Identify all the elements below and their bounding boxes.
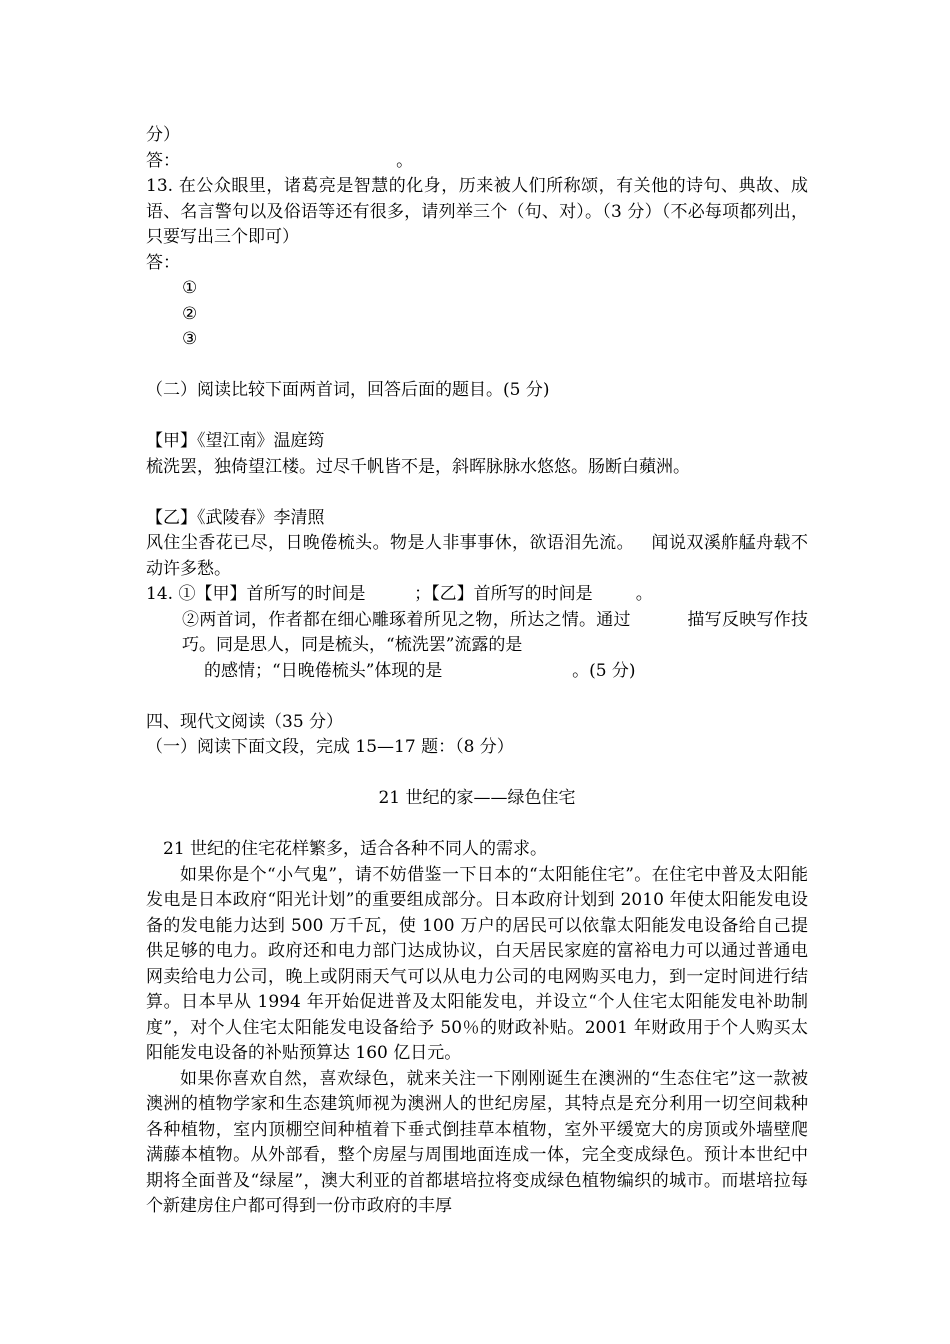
q13-answer-label: 答： bbox=[146, 252, 180, 273]
q13-stem: 13. 在公众眼里，诸葛亮是智慧的化身，历来被人们所称颂，有关他的诗句、典故、成语、名言警句以及俗语等还有很多，请列举三个（句、对）。（3 分）（不必每项都列出，只要写出三个即可） bbox=[146, 176, 808, 247]
q14-line3: 的感情；“日晚倦梳头”体现的是 。(5 分) bbox=[204, 660, 636, 681]
q14-line2: ②两首词，作者都在细心雕琢着所见之物，所达之情。通过 描写反映写作技巧。同是思人，同是梳头，“梳洗罢”流露的是 bbox=[182, 609, 808, 655]
spacer bbox=[146, 761, 808, 787]
spacer bbox=[146, 812, 808, 838]
article-title: 21 世纪的家——绿色住宅 bbox=[378, 788, 576, 808]
article-paragraph-2: 如果你是个“小气鬼”，请不妨借鉴一下日本的“太阳能住宅”。在住宅中普及太阳能发电是日本政府“阳光计划”的重要组成部分。日本政府计划到 2010 年使太阳能发电设备的发电能力达到 500 万千瓦，使 100 万户的居民可以依靠太阳能发电设备给自己提供足够的电力。政府还和电力部门达成协议，白天居民家庭的富裕电力可以通过普通电网卖给电力公司，晚上或阴雨天气可以从电力公司的电网购买电力，到一定时间进行结算。日本早从 1994 年开始促进普及太阳能发电，并设立“个人住宅太阳能发电补助制度”，对个人住宅太阳能发电设备给予 50％的财政补贴。2001 年财政用于个人购买太阳能发电设备的补贴预算达 160 亿日元。 bbox=[146, 864, 808, 1063]
poem-jia-title: 【甲】《望江南》温庭筠 bbox=[146, 431, 325, 451]
q12-answer: 答： 。 bbox=[146, 150, 414, 171]
q13-option-3: ③ bbox=[182, 329, 198, 349]
q13-option-2: ② bbox=[182, 303, 198, 324]
poem-yi-title: 【乙】《武陵春》李清照 bbox=[146, 507, 325, 528]
document-content bbox=[146, 123, 808, 1220]
section2-heading: （二）阅读比较下面两首词，回答后面的题目。(5 分) bbox=[146, 380, 550, 400]
q14-line1: 14. ①【甲】首所写的时间是 ；【乙】首所写的时间是 。 bbox=[146, 584, 653, 604]
article-paragraph-1: 21 世纪的住宅花样繁多，适合各种不同人的需求。 bbox=[163, 839, 548, 859]
spacer bbox=[146, 684, 808, 710]
section4-heading: 四、现代文阅读（35 分） bbox=[146, 711, 344, 732]
section4-sub: （一）阅读下面文段，完成 15—17 题：（8 分） bbox=[146, 737, 514, 757]
poem-yi-text: 风住尘香花已尽，日晚倦梳头。物是人非事事休，欲语泪先流。 闻说双溪舴艋舟载不动许多愁。 bbox=[146, 533, 808, 579]
q13-option-1: ① bbox=[182, 278, 198, 298]
poem-jia-text: 梳洗罢，独倚望江楼。过尽千帆皆不是，斜晖脉脉水悠悠。肠断白蘋洲。 bbox=[146, 456, 690, 477]
article-paragraph-3: 如果你喜欢自然，喜欢绿色，就来关注一下刚刚诞生在澳洲的“生态住宅”这一款被澳洲的植物学家和生态建筑师视为澳洲人的世纪房屋，其特点是充分利用一切空间栽种各种植物，室内顶棚空间种植着下垂式倒挂草本植物，室外平缓宽大的房顶或外墙壁爬满藤本植物。从外部看，整个房屋与周围地面连成一体，完全变成绿色。预计本世纪中期将全面普及“绿屋”，澳大利亚的首都堪培拉将变成绿色植物编织的城市。而堪培拉每个新建房住户都可得到一份市政府的丰厚 bbox=[146, 1068, 808, 1216]
spacer bbox=[146, 353, 808, 379]
spacer bbox=[146, 480, 808, 506]
q12-tail: 分） bbox=[146, 125, 180, 145]
spacer bbox=[146, 404, 808, 430]
